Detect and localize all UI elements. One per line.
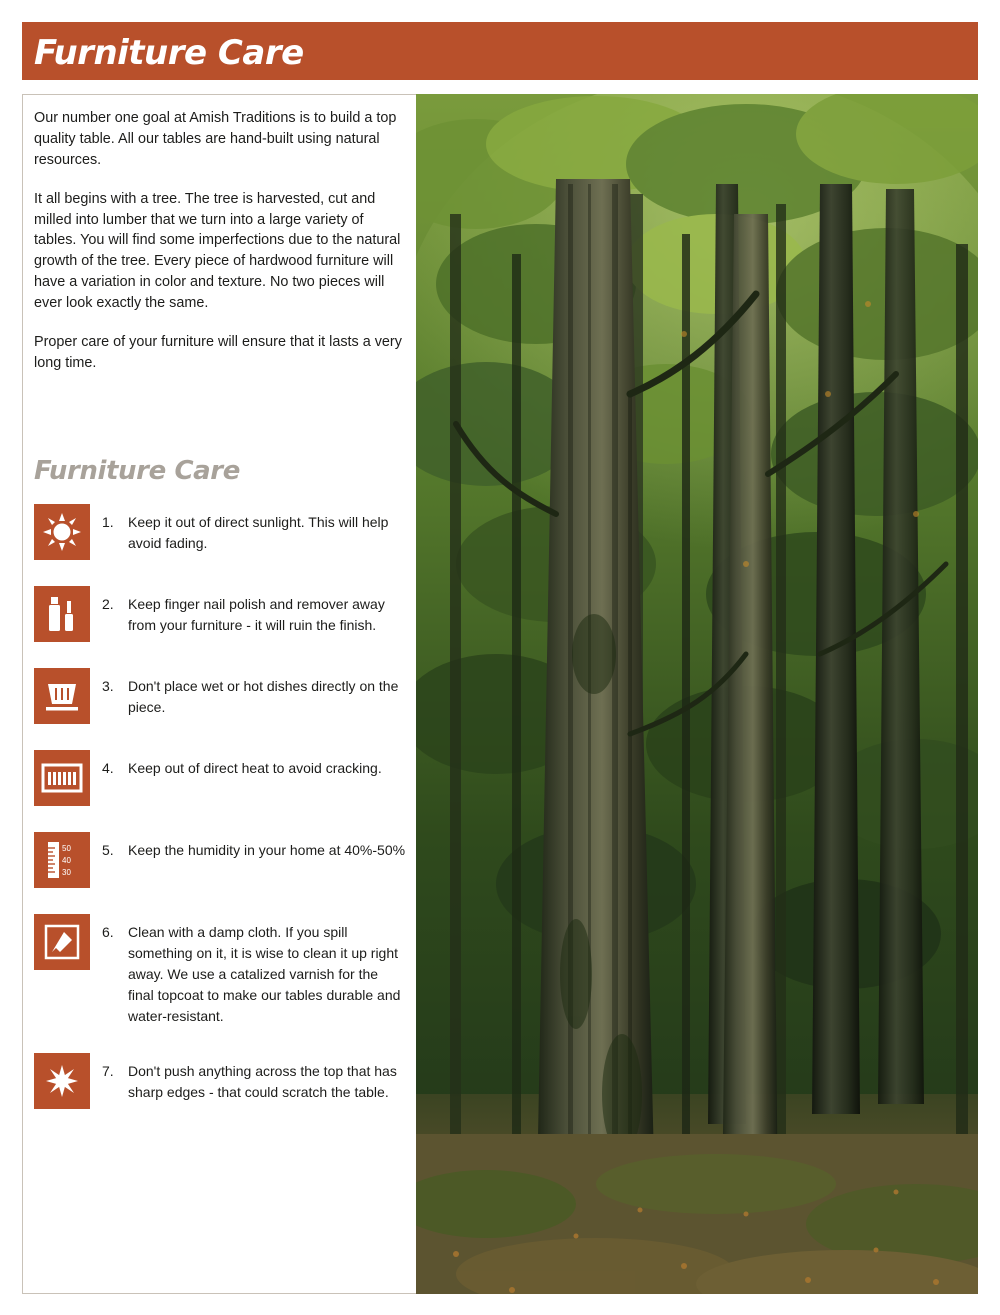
nail-polish-bottle-icon bbox=[34, 586, 90, 642]
svg-text:30: 30 bbox=[62, 868, 71, 877]
heater-radiator-icon bbox=[34, 750, 90, 806]
list-item bbox=[34, 586, 406, 642]
list-item-number: 5. bbox=[102, 842, 114, 858]
list-item-text: Keep it out of direct sunlight. This will help avoid fading. bbox=[128, 514, 389, 551]
intro-text-column bbox=[34, 108, 406, 374]
intro-paragraph-1: Our number one goal at Amish Traditions is to build a top quality table. All our tables are hand-built using natural resources. bbox=[34, 110, 397, 168]
intro-paragraphs bbox=[34, 108, 406, 374]
furniture-care-tip-list bbox=[34, 504, 406, 1135]
list-item-number: 7. bbox=[102, 1063, 114, 1079]
intro-paragraph-3: Proper care of your furniture will ensure that it lasts a very long time. bbox=[34, 333, 402, 371]
forest-photo bbox=[416, 94, 978, 1294]
list-item-text: Clean with a damp cloth. If you spill something on it, it is wise to clean it up right away. We use a catalized varnish for the final topcoat to make our tables durable and water-resistant. bbox=[128, 924, 401, 1024]
list-item-number: 2. bbox=[102, 596, 114, 612]
list-item bbox=[34, 750, 406, 806]
list-item bbox=[34, 914, 406, 1027]
list-item-number: 6. bbox=[102, 924, 114, 940]
list-item bbox=[34, 668, 406, 724]
list-item bbox=[34, 504, 406, 560]
intro-paragraph-2: It all begins with a tree. The tree is harvested, cut and milled into lumber that we turn into a large variety of tables. You will find some imperfections due to the natural growth of the tree. Every piece of hardwood furniture will have a variation in color and texture. No two pieces will ever look exactly the same. bbox=[34, 190, 401, 311]
hot-dish-icon bbox=[34, 668, 90, 724]
list-item bbox=[34, 832, 406, 888]
scratch-burst-icon bbox=[34, 1053, 90, 1109]
page-title: Furniture Care bbox=[34, 33, 304, 73]
svg-text:40: 40 bbox=[62, 856, 71, 865]
humidity-gauge-icon bbox=[34, 832, 90, 888]
list-item-text: Keep out of direct heat to avoid cracking. bbox=[128, 760, 382, 776]
list-item bbox=[34, 1053, 406, 1109]
list-item-number: 3. bbox=[102, 678, 114, 694]
list-item-text: Don't place wet or hot dishes directly on the piece. bbox=[128, 678, 399, 715]
section-heading: Furniture Care bbox=[34, 456, 240, 486]
cleaning-cloth-icon bbox=[34, 914, 90, 970]
sun-icon bbox=[34, 504, 90, 560]
svg-text:50: 50 bbox=[62, 844, 71, 853]
list-item-number: 1. bbox=[102, 514, 114, 530]
list-item-text: Keep finger nail polish and remover away from your furniture - it will ruin the finish. bbox=[128, 596, 385, 633]
list-item-text: Keep the humidity in your home at 40%-50% bbox=[128, 842, 406, 858]
list-item-text: Don't push anything across the top that has sharp edges - that could scratch the table. bbox=[128, 1063, 397, 1100]
list-item-number: 4. bbox=[102, 760, 114, 776]
